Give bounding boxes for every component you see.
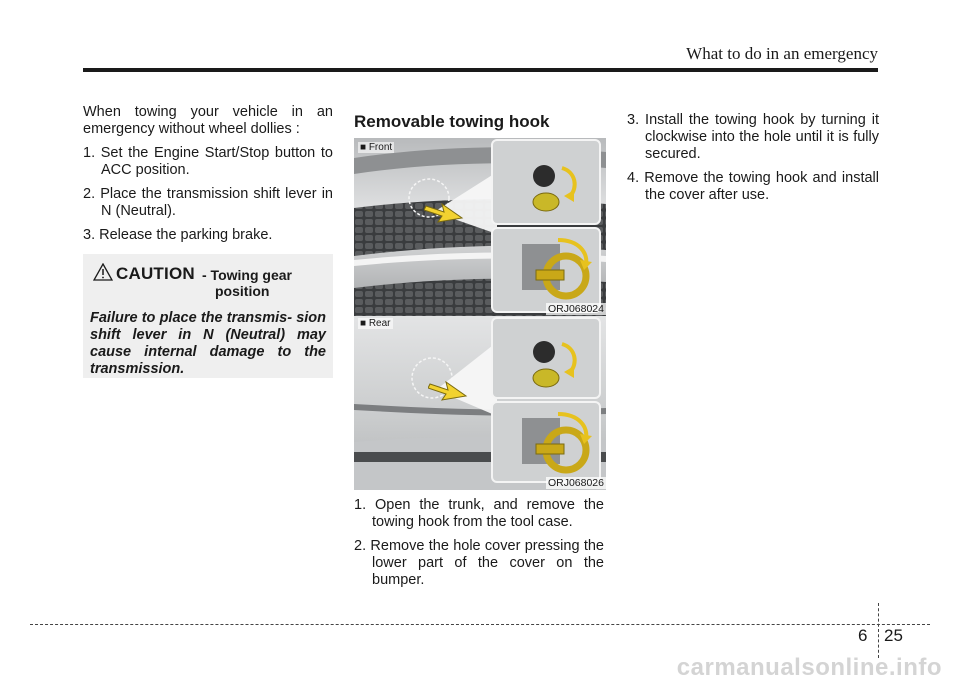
page-number-divider xyxy=(878,603,879,658)
towing-hook-install-icon xyxy=(522,236,598,304)
hole-cover-removal-icon xyxy=(524,162,584,218)
step-item: 3. Install the towing hook by turning it clockwise into the hole until it is fully secured. xyxy=(627,112,879,162)
figure-tag: ■ Rear xyxy=(360,318,391,329)
step-item: 1. Set the Engine Start/Stop button to ACC position. xyxy=(83,145,333,178)
chapter-number: 6 xyxy=(858,626,868,645)
step-item: 3. Release the parking brake. xyxy=(83,227,273,243)
hole-cover-removal-icon xyxy=(524,338,584,394)
yellow-arrow-icon xyxy=(428,378,468,404)
rear-bumper-figure xyxy=(354,316,606,490)
section-heading: Removable towing hook xyxy=(354,112,550,131)
front-bumper-figure xyxy=(354,138,606,316)
warning-triangle-icon xyxy=(93,263,113,281)
footer-rule xyxy=(30,624,930,625)
caution-subtitle: - Towing gear xyxy=(202,267,292,283)
watermark: carmanualsonline.info xyxy=(676,654,942,681)
middle-steps xyxy=(354,497,604,596)
step-item: 2. Remove the hole cover pressing the lower part of the cover on the bumper. xyxy=(354,538,604,588)
right-column xyxy=(627,112,879,211)
step-item: 4. Remove the towing hook and install the cover after use. xyxy=(627,170,879,203)
figure-code: ORJ068024 xyxy=(547,303,604,315)
section-header-title: What to do in an emergency xyxy=(686,44,878,63)
caution-label: CAUTION xyxy=(116,264,195,283)
yellow-arrow-icon xyxy=(424,200,464,226)
caution-body: Failure to place the transmis- sion shift lever in N (Neutral) may cause internal damage to the transmission. xyxy=(90,310,326,377)
page-number: 25 xyxy=(884,626,903,645)
figure-tag: ■ Front xyxy=(360,142,393,153)
intro-text: When towing your vehicle in an emergency without wheel dollies : xyxy=(83,104,333,137)
figure-code: ORJ068026 xyxy=(547,477,604,489)
step-item: 1. Open the trunk, and remove the towing hook from the tool case. xyxy=(354,497,604,530)
step-item: 2. Place the transmission shift lever in N (Neutral). xyxy=(83,186,333,219)
towing-hook-install-icon xyxy=(522,410,598,478)
caution-box xyxy=(83,254,333,378)
caution-subtitle-line2: position xyxy=(215,283,270,299)
left-column xyxy=(83,104,333,251)
header-rule xyxy=(83,68,878,72)
